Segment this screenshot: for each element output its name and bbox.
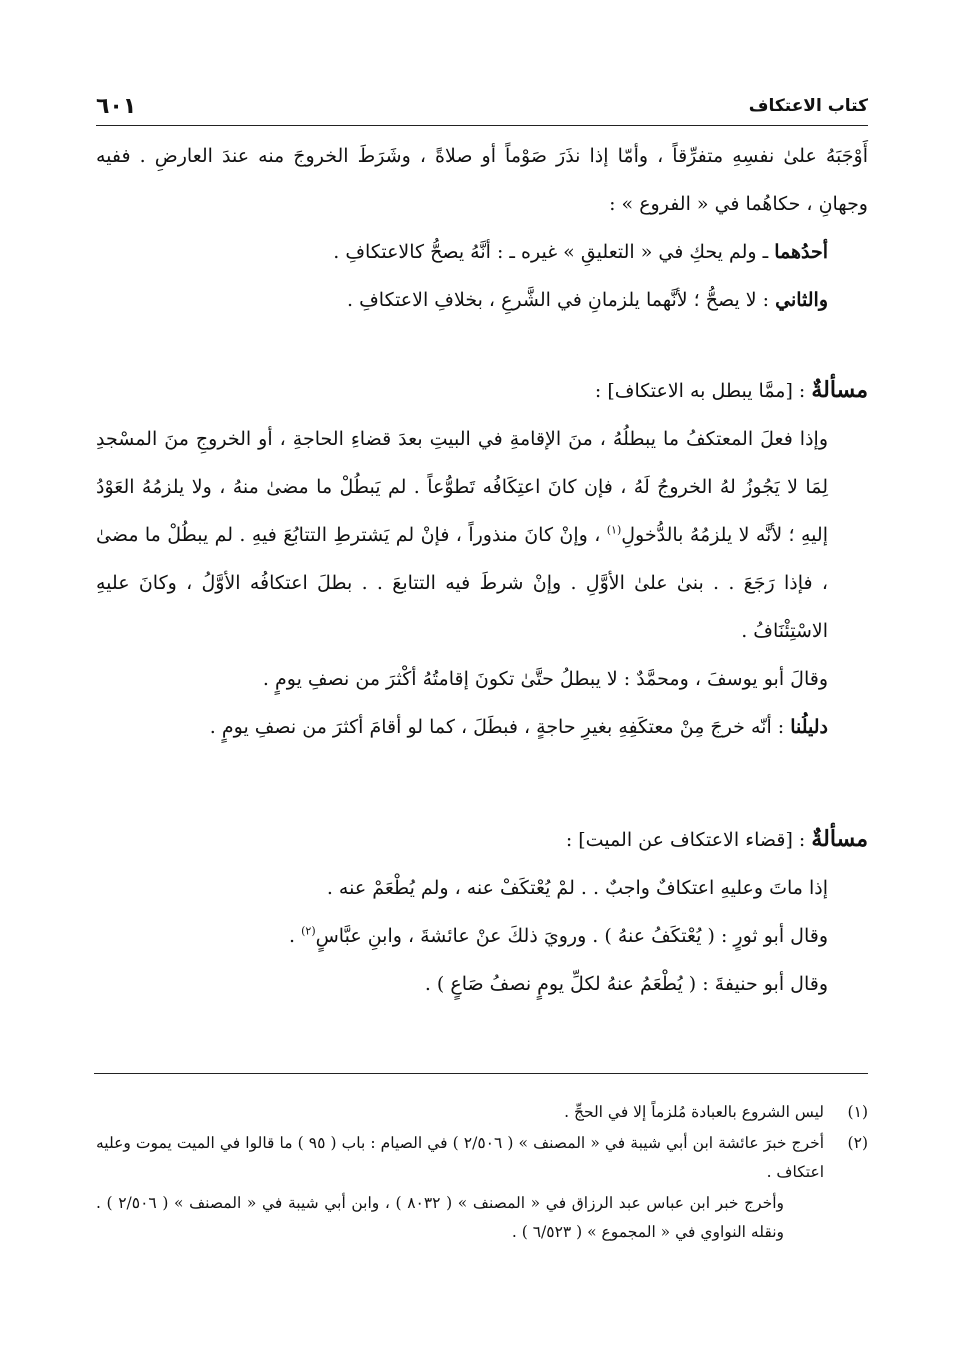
book-title: كتاب الاعتكاف — [748, 96, 868, 116]
paragraph: وقال أبو حنيفةَ : ( يُطْعَمُ عنهُ لكلِّ يومٍ نصفُ صَاعٍ ) . — [424, 973, 828, 995]
paragraph-text: ، وإنْ كانَ منذوراً ، فإنْ لم يَشترطِ التتابُعَ فيهِ . لم يبطُلْ ما مضىٰ ، فإذا رَجَعَ . . بنىٰ علىٰ الأوَّلِ . وإنْ شرطَ فيه التتابعَ . . بطلَ اعتكافُه الأوَّلُ ، وكانَ عليهِ الاسْتِئْنَافُ . — [96, 524, 828, 642]
page-header — [96, 88, 868, 124]
paragraph — [96, 228, 868, 276]
issue-heading — [96, 366, 868, 415]
paragraph-text: . — [289, 925, 302, 947]
footnote-text: ليس الشروع بالعبادة مُلزماً إلا في الحجِّ . — [564, 1103, 824, 1121]
issue-label: مسألةٌ — [811, 377, 868, 403]
paragraph — [96, 415, 868, 655]
evidence-text: : أنّه خرجَ مِنْ معتكَفِهِ بغيرِ حاجةٍ ، فبطَلَ ، كما لو أقامَ أكثرَ من نصفِ يومٍ . — [209, 716, 791, 738]
paragraph — [96, 276, 868, 324]
footnote — [96, 1129, 868, 1187]
paragraph — [96, 703, 868, 751]
issue-title: : [قضاء الاعتكاف عن الميت] : — [565, 829, 812, 851]
paragraph-text: وقال أبو ثورٍ : ( يُعْتكَفُ عنهُ ) . ورويَ ذلكَ عنْ عائشةَ ، وابنِ عبَّاسٍ — [315, 925, 828, 947]
footnote-text: أخرج خبرَ عائشة ابن أبي شيبة في « المصنف » ( ٢/٥٠٦ ) في الصيام : باب ( ٩٥ ) ما قالوا في الميت يموت وعليه اعتكاف . — [96, 1134, 825, 1181]
second-opinion-text: : لا يصحُّ ؛ لأنَّهما يلزمانِ في الشَّرعِ ، بخلافِ الاعتكافِ . — [347, 289, 776, 311]
page-number: ٦٠١ — [96, 93, 137, 119]
issue-label: مسألةٌ — [811, 826, 868, 852]
first-opinion-label: أحدُهما — [774, 241, 828, 263]
footnote-marker[interactable]: (١) — [606, 523, 622, 537]
footnote-continuation: وأخرج خبر ابن عباس عبد الرزاق في « المصنف » ( ٨٠٣٢ ) ، وابن أبي شيبة في « المصنف » ( ٢/٥٠٦ ) . ونقله النواوي في « المجموع » ( ٦/٥٢٣ ) . — [96, 1194, 785, 1241]
paragraph-text: وإذا فعلَ المعتكفُ ما يبطلُهُ ، منَ الإقامةِ في البيتِ بعدَ قضاءِ الحاجةِ ، أو الخروجِ منَ المسْجدِ لِمَا لا يَجُوزُ لهُ الخروجُ لَهُ ، فإن كانَ اعتِكَافُه تَطوُّعاً . لم يَبطُلْ ما مضىٰ منهُ ، ولا يلزمُهُ العَوْدُ إليهِ ؛ لأنَّه لا يلزمُهُ بالدُّخولِ — [96, 428, 828, 546]
footnote-number: (١) — [847, 1103, 868, 1121]
issue-heading — [96, 815, 868, 864]
footnote-divider — [94, 1073, 868, 1074]
paragraph — [96, 912, 868, 960]
footnote — [96, 1098, 868, 1127]
footnote-marker[interactable]: (٢) — [301, 924, 316, 938]
header-divider — [96, 125, 868, 126]
evidence-label: دليلُنا — [790, 716, 828, 738]
issue-title: : [ممَّا يبطل به الاعتكاف] : — [594, 380, 812, 402]
paragraph: إذا ماتَ وعليهِ اعتكافٌ واجبٌ . . لمْ يُعْتكَفْ عنه ، ولم يُطْعَمْ عنه . — [326, 877, 828, 899]
footnotes — [96, 1098, 868, 1249]
first-opinion-text: ـ ولم يحكِ في « التعليقِ » غيره ـ : أنَّهُ يصحُّ كالاعتكافِ . — [333, 241, 775, 263]
second-opinion-label: والثاني — [775, 289, 828, 311]
main-text — [96, 132, 868, 1008]
footnote-number: (٢) — [847, 1134, 868, 1152]
paragraph: وقالَ أبو يوسفَ ، ومحمَّدٌ : لا يبطلُ حتَّىٰ تكونَ إقامتُهُ أكْثرَ من نصفِ يومٍ . — [262, 668, 828, 690]
paragraph: أَوْجَبَهُ علىٰ نفسِهِ متفرِّقاً ، وأمّا إذا نذَرَ صَوْماً أو صلاةً ، وشَرَطَ الخروجَ منه عندَ العارضِ . ففيه وجهانِ ، حكاهُما في « الفروع » : — [96, 145, 868, 215]
